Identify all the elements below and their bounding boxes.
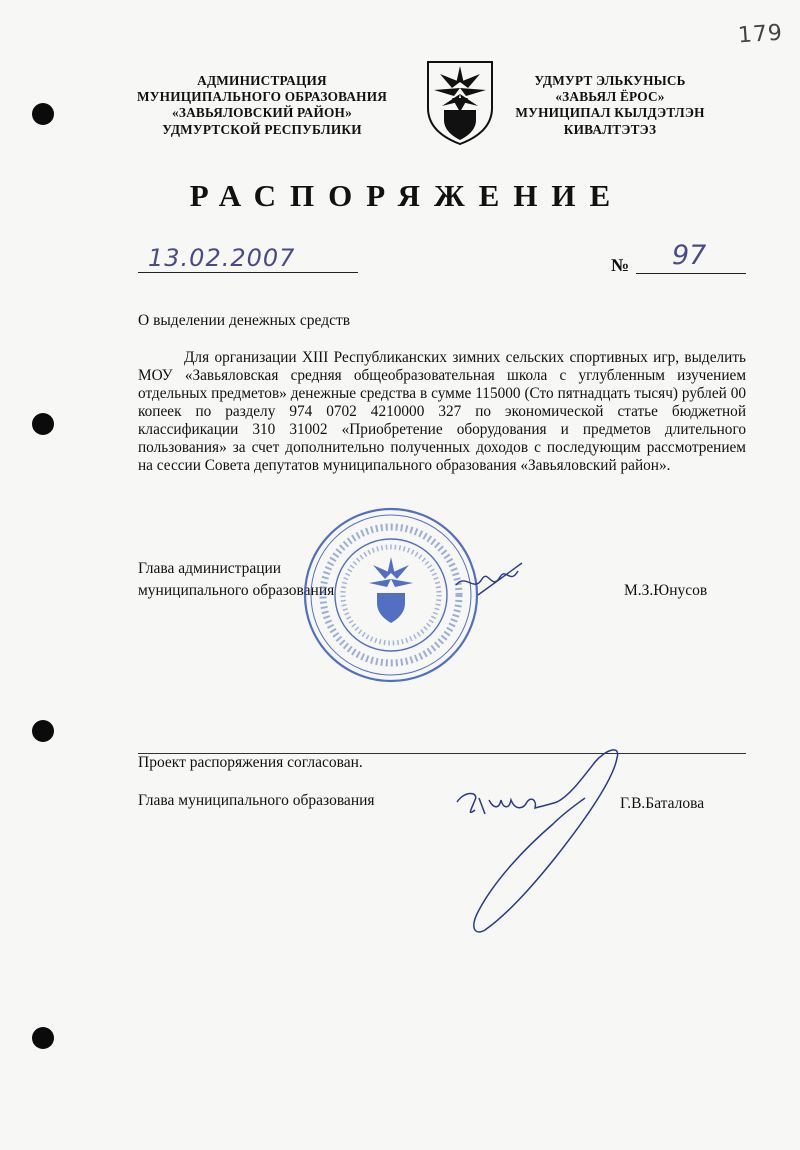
coat-of-arms-emblem-icon <box>420 60 500 146</box>
header-left-block <box>112 73 412 138</box>
header-right-block <box>490 73 730 138</box>
header-right-line: УДМУРТ ЭЛЬКУНЫСЬ <box>534 73 686 88</box>
punch-hole <box>32 413 54 435</box>
punch-hole <box>32 103 54 125</box>
header-left-line: УДМУРТСКОЙ РЕСПУБЛИКИ <box>162 121 362 137</box>
signature-scribble-icon <box>452 555 527 605</box>
punch-hole <box>32 720 54 742</box>
punch-hole <box>32 1027 54 1049</box>
document-title: РАСПОРЯЖЕНИЕ <box>189 178 625 213</box>
header-right-line: «ЗАВЬЯЛ ЁРОС» <box>555 89 665 105</box>
header-right-line: МУНИЦИПАЛ КЫЛДЭТЛЭН <box>515 105 705 121</box>
signature-scribble-icon <box>445 740 630 935</box>
document-subject: О выделении денежных средств <box>138 312 351 329</box>
header-left-line: МУНИЦИПАЛЬНОГО ОБРАЗОВАНИЯ <box>136 89 388 105</box>
header-left-line: АДМИНИСТРАЦИЯ <box>197 73 327 88</box>
approver-title: Глава муниципального образования <box>138 792 375 809</box>
document-body: Для организации XIII Республиканских зимних сельских спортивных игр, выделить МОУ «Завьяловская средняя общеобразовательная школа с углубленным изучением отдельных предметов» денежные средства в сумме 115000 (Сто пятнадцать тысяч) рублей 00 копеек по разделу 974 0702 4210000 327 по экономической статье бюджетной классификации 310 31002 «Приобретение оборудования и предметов длительного пользования» за счет дополнительно полученных доходов с последующим рассмотрением на сессии Совета депутатов муниципального образования «Завьяловский район». <box>138 349 746 474</box>
approval-note: Проект распоряжения согласован. <box>138 754 363 771</box>
signatory-title-line: Глава администрации <box>138 560 282 577</box>
number-label: № <box>611 255 630 275</box>
header-left-line: «ЗАВЬЯЛОВСКИЙ РАЙОН» <box>172 105 352 121</box>
document-date: 13.02.2007 <box>148 244 296 272</box>
signatory-name: М.З.Юнусов <box>624 582 708 599</box>
approver-name: Г.В.Баталова <box>620 795 705 812</box>
header-right-line: КИВАЛТЭТЭЗ <box>563 121 657 137</box>
signatory-title-line: муниципального образования <box>138 582 335 599</box>
date-underline <box>138 272 358 273</box>
number-underline <box>636 273 746 274</box>
document-number: 97 <box>672 240 707 271</box>
handwritten-page-number: 179 <box>737 20 784 49</box>
